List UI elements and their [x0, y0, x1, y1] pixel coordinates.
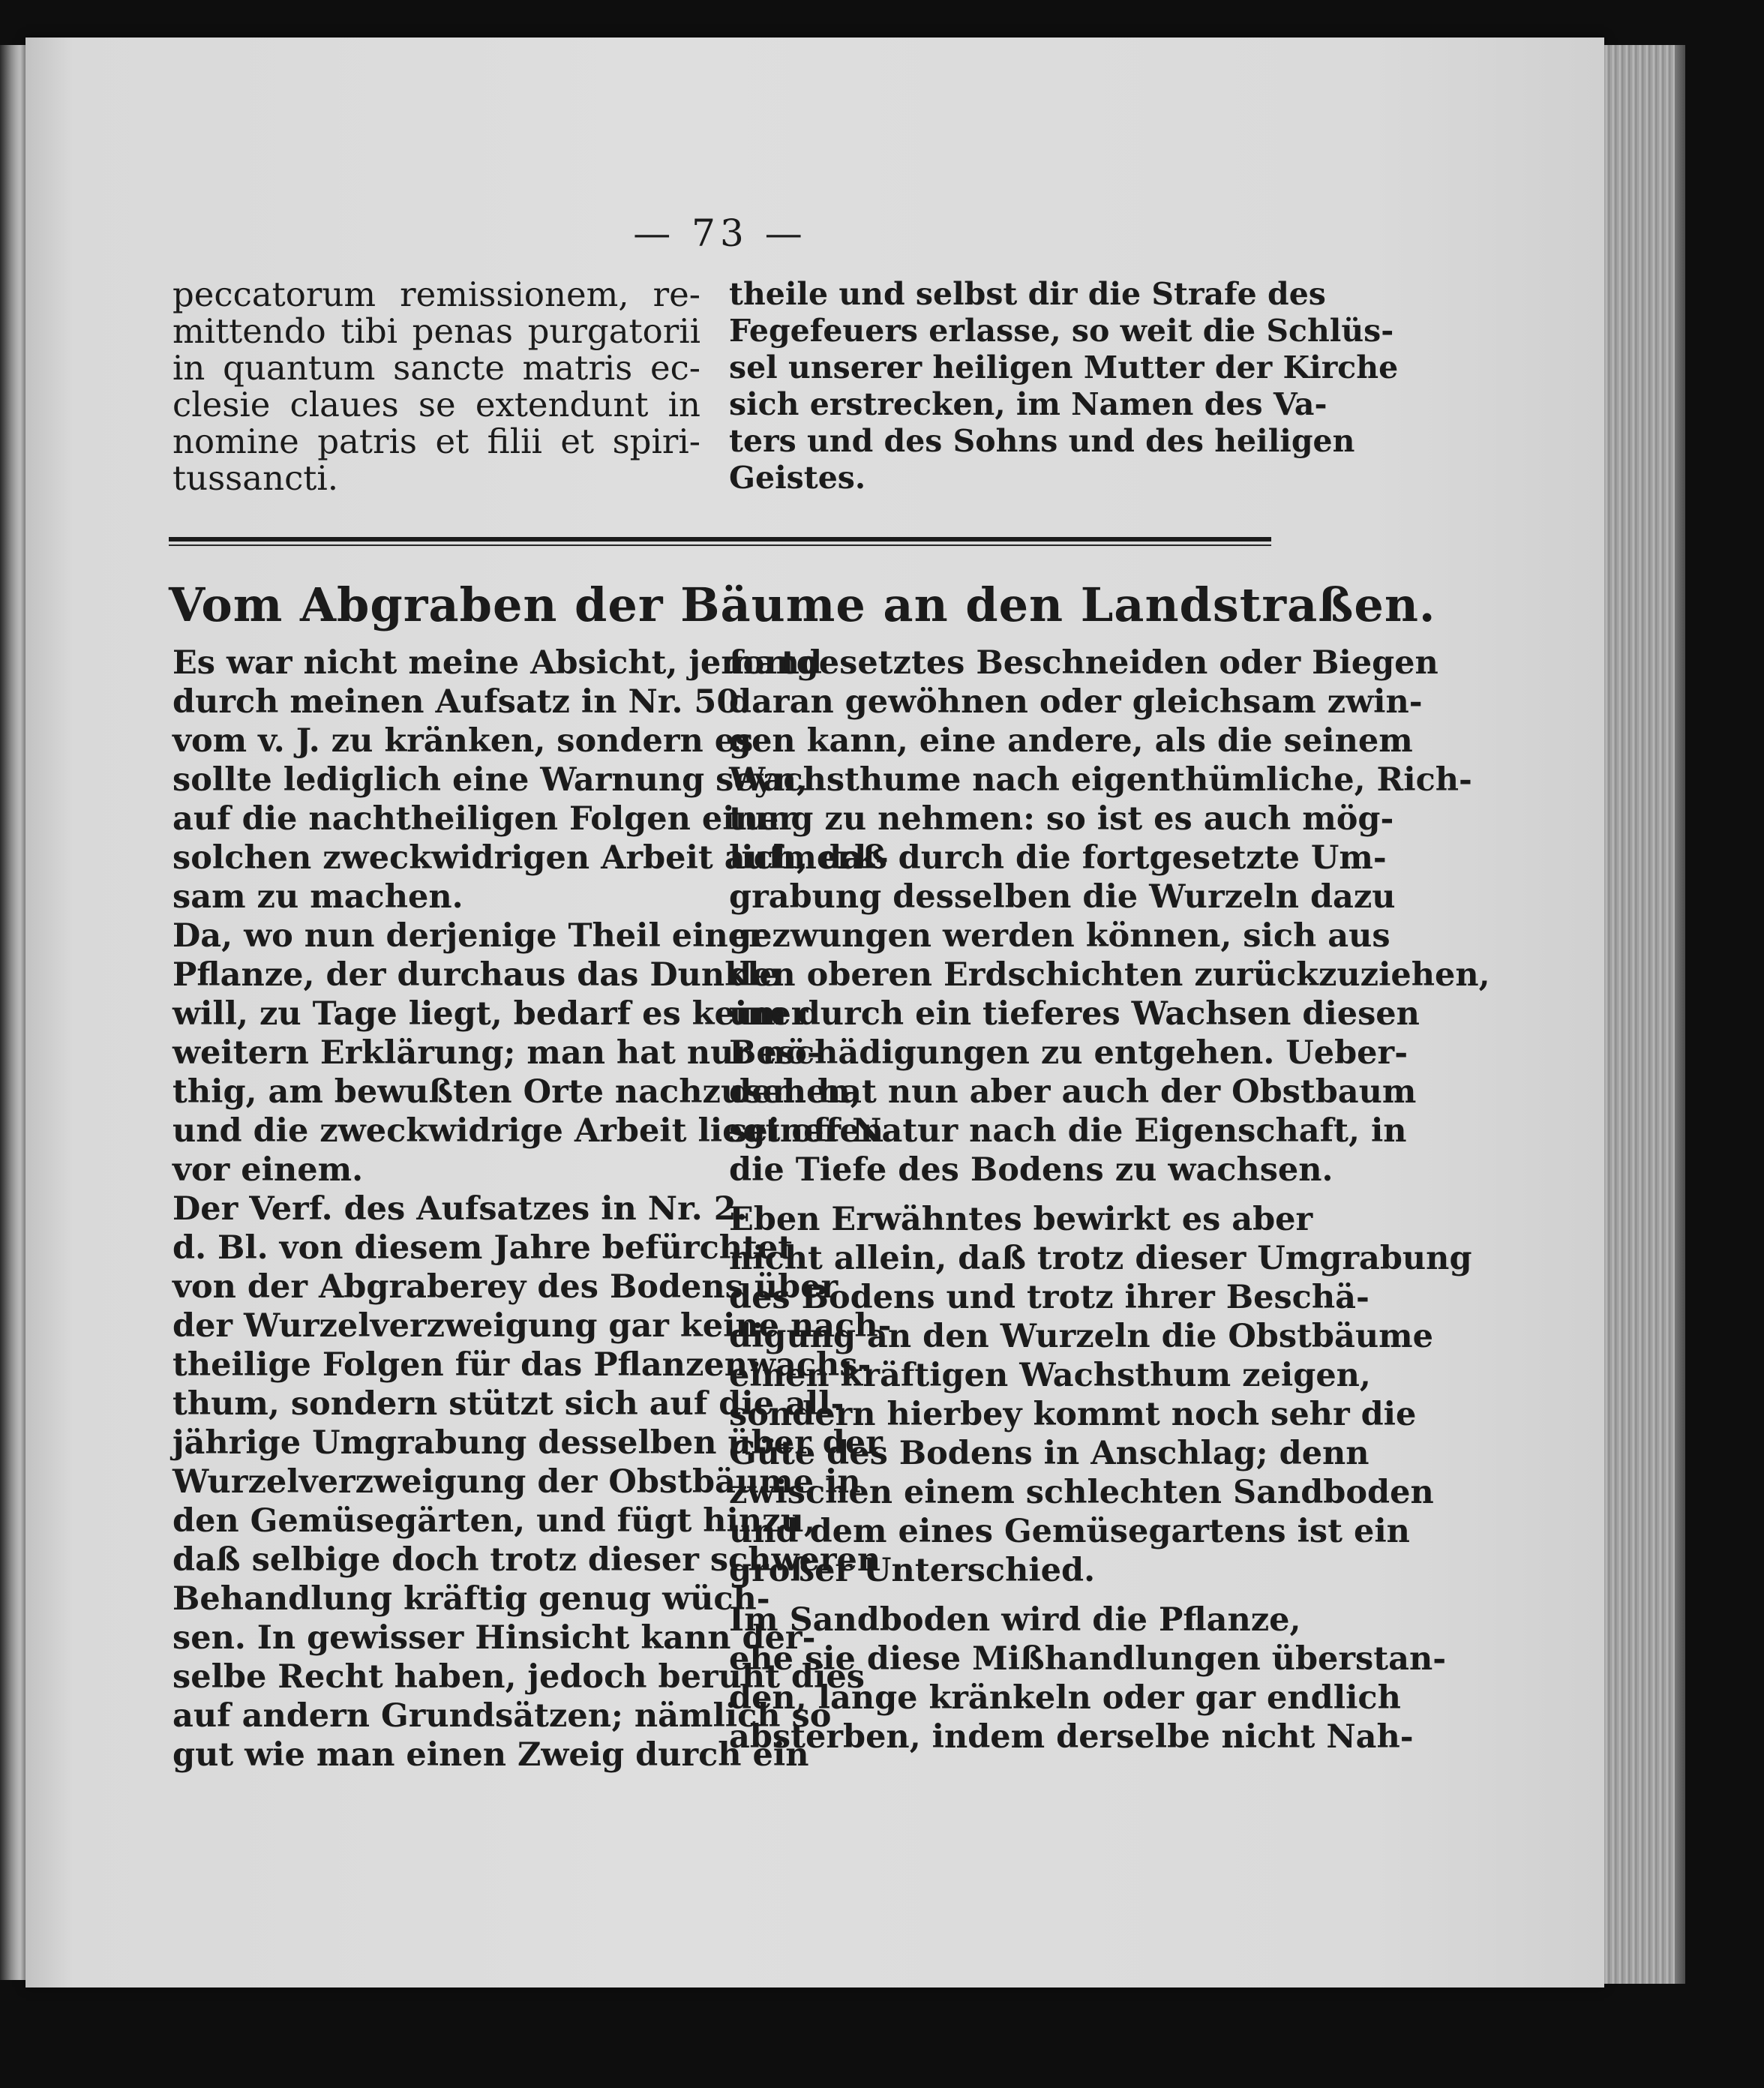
text-line: sondern hierbey kommt noch sehr die — [729, 1396, 1417, 1433]
text-line: lich, daß durch die fortgesetzte Um- — [729, 839, 1387, 877]
text-line: in quantum sancte matris ec- — [172, 348, 700, 388]
text-line: theile und selbst dir die Strafe des — [729, 276, 1326, 312]
text-line: zwischen einem schlechten Sandboden — [729, 1474, 1434, 1511]
text-line: Da, wo nun derjenige Theil einer — [172, 917, 766, 955]
text-line: der Wurzelverzweigung gar keine nach- — [172, 1307, 892, 1345]
text-line: Güte des Bodens in Anschlag; denn — [729, 1435, 1370, 1472]
text-line: durch meinen Aufsatz in Nr. 50. — [172, 683, 751, 721]
text-line: des Bodens und trotz ihrer Beschä- — [729, 1279, 1370, 1316]
text-line: gen kann, eine andere, als die seinem — [729, 722, 1413, 760]
text-line: Wachsthume nach eigenthümliche, Rich- — [729, 761, 1472, 799]
text-line: sollte lediglich eine Warnung seyn, — [172, 761, 808, 799]
text-line: nicht allein, daß trotz dieser Umgrabung — [729, 1240, 1472, 1277]
text-line: vom v. J. zu kränken, sondern es — [172, 722, 754, 760]
text-line: und die zweckwidrige Arbeit liegt offen — [172, 1112, 884, 1150]
section-rule-thin — [169, 544, 1271, 546]
text-line: grabung desselben die Wurzeln dazu — [729, 878, 1396, 916]
text-line: Beschädigungen zu entgehen. Ueber- — [729, 1034, 1408, 1072]
text-line: d. Bl. von diesem Jahre befürchtet — [172, 1229, 794, 1267]
text-line: theilige Folgen für das Pflanzenwachs- — [172, 1346, 872, 1384]
text-line: dem hat nun aber auch der Obstbaum — [729, 1073, 1417, 1111]
section-rule-thick — [169, 537, 1271, 542]
text-line: von der Abgraberey des Bodens über — [172, 1268, 838, 1306]
text-line: Behandlung kräftig genug wüch- — [172, 1580, 770, 1618]
text-line: Es war nicht meine Absicht, jemand — [172, 644, 822, 682]
text-line: Im Sandboden wird die Pflanze, — [729, 1601, 1301, 1639]
text-line: den Gemüsegärten, und fügt hinzu, — [172, 1502, 815, 1540]
article-left-column — [172, 644, 892, 1774]
text-line: will, zu Tage liegt, bedarf es keiner — [172, 995, 808, 1033]
text-line: weitern Erklärung; man hat nur nö- — [172, 1034, 820, 1072]
text-line: die Tiefe des Bodens zu wachsen. — [729, 1151, 1334, 1189]
text-line: tussancti. — [172, 458, 339, 498]
text-line: auf die nachtheiligen Folgen einer — [172, 800, 796, 838]
text-line: fortgesetztes Beschneiden oder Biegen — [729, 644, 1438, 682]
text-line: den oberen Erdschichten zurückzuziehen, — [729, 956, 1490, 994]
text-line: sel unserer heiligen Mutter der Kirche — [729, 350, 1399, 386]
page-number: — 73 — — [633, 212, 807, 255]
text-line: Fegefeuers erlasse, so weit die Schlüs- — [729, 313, 1394, 349]
page-fore-edge — [1604, 45, 1685, 1984]
text-line: Pflanze, der durchaus das Dunkle — [172, 956, 780, 994]
text-line: vor einem. — [172, 1151, 364, 1189]
text-line: solchen zweckwidrigen Arbeit aufmerk- — [172, 839, 889, 877]
text-line: auf andern Grundsätzen; nämlich so — [172, 1697, 832, 1735]
text-line: um durch ein tieferes Wachsen diesen — [729, 995, 1420, 1033]
text-line: nomine patris et filii et spiri- — [172, 422, 700, 461]
text-line: clesie claues se extendunt in — [172, 385, 700, 424]
text-line: peccatorum remissionem, re- — [172, 274, 700, 314]
text-line: jährige Umgrabung desselben über der — [172, 1424, 883, 1462]
text-line: ters und des Sohns und des heiligen — [729, 423, 1355, 459]
text-line: großer Unterschied. — [729, 1552, 1096, 1589]
text-line: Wurzelverzweigung der Obstbäume in — [172, 1463, 861, 1501]
text-line: seiner Natur nach die Eigenschaft, in — [729, 1112, 1407, 1150]
text-line: sam zu machen. — [172, 878, 464, 916]
text-line: einen kräftigen Wachsthum zeigen, — [729, 1357, 1371, 1394]
text-line: tung zu nehmen: so ist es auch mög- — [729, 800, 1394, 838]
text-line: sich erstrecken, im Namen des Va- — [729, 386, 1328, 422]
text-line: thum, sondern stützt sich auf die all- — [172, 1385, 844, 1423]
text-line: digung an den Wurzeln die Obstbäume — [729, 1318, 1433, 1355]
text-line: daß selbige doch trotz dieser schweren — [172, 1541, 881, 1579]
text-line: und dem eines Gemüsegartens ist ein — [729, 1513, 1410, 1550]
left-page-edge — [0, 45, 26, 1980]
text-line: sen. In gewisser Hinsicht kann der- — [172, 1619, 816, 1657]
text-line: mittendo tibi penas purgatorii — [172, 311, 700, 351]
text-line: Geistes. — [729, 460, 866, 496]
text-line: ehe sie diese Mißhandlungen überstan- — [729, 1640, 1447, 1678]
text-line: daran gewöhnen oder gleichsam zwin- — [729, 683, 1423, 721]
text-line: gezwungen werden können, sich aus — [729, 917, 1390, 955]
text-line: Eben Erwähntes bewirkt es aber — [729, 1201, 1313, 1238]
german-translation-column — [729, 276, 1399, 496]
article-heading: Vom Abgraben der Bäume an den Landstraßen. — [169, 578, 1436, 632]
text-line: absterben, indem derselbe nicht Nah- — [729, 1718, 1414, 1756]
text-line: gut wie man einen Zweig durch ein — [172, 1736, 809, 1774]
text-line: thig, am bewußten Orte nachzusehen, — [172, 1073, 862, 1111]
text-line: Der Verf. des Aufsatzes in Nr. 2. — [172, 1190, 748, 1228]
latin-passage-column — [172, 276, 700, 496]
text-line: selbe Recht haben, jedoch beruht dies — [172, 1658, 865, 1696]
text-line: den, lange kränkeln oder gar endlich — [729, 1679, 1401, 1717]
article-right-column — [729, 644, 1490, 1756]
